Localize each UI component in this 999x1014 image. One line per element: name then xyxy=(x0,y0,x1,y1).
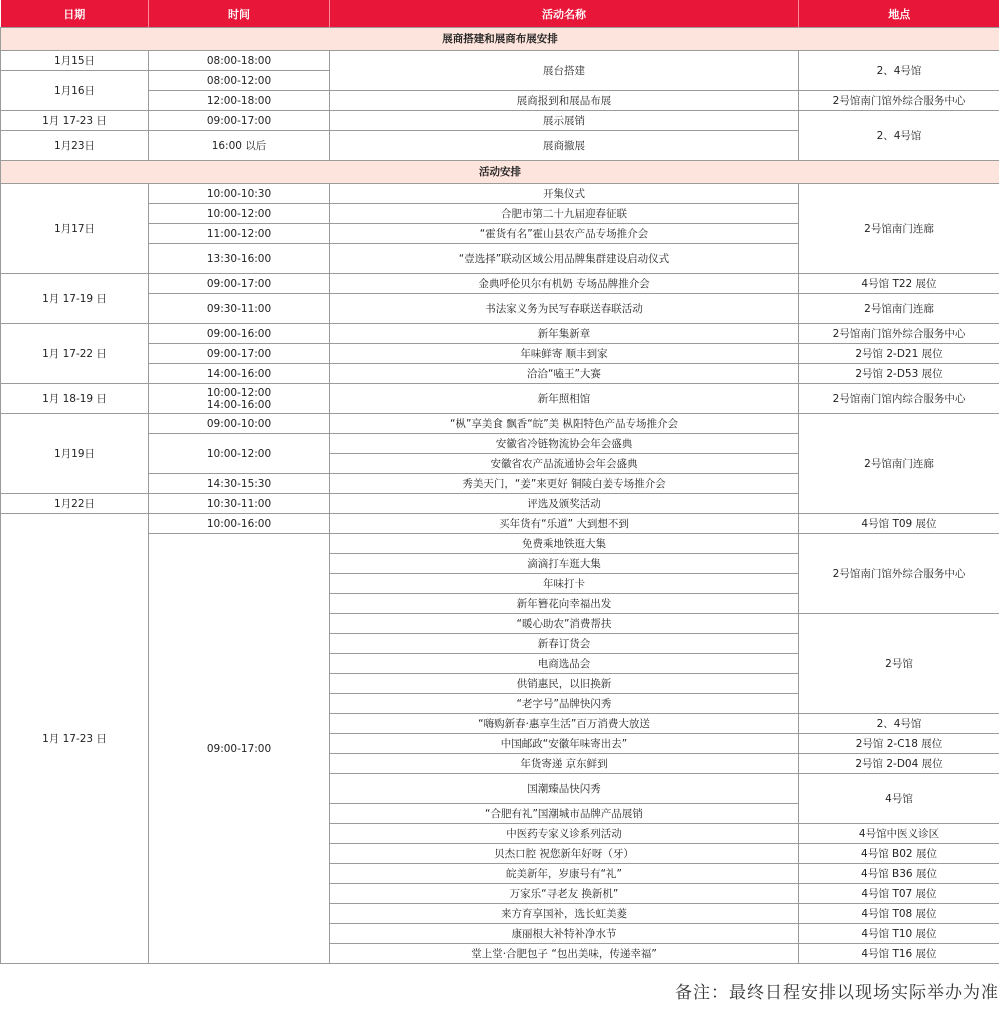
table-cell: 4号馆 B36 展位 xyxy=(799,864,999,884)
table-cell: 2号馆 2-C18 展位 xyxy=(799,734,999,754)
table-cell: 08:00-12:00 xyxy=(149,71,330,91)
table-cell: 开集仪式 xyxy=(330,184,799,204)
table-row xyxy=(1,324,999,344)
table-cell: 免费乘地铁逛大集 xyxy=(330,534,799,554)
table-cell: 4号馆 T10 展位 xyxy=(799,924,999,944)
table-cell: 1月 17-23 日 xyxy=(1,111,149,131)
table-cell: 08:00-18:00 xyxy=(149,51,330,71)
table-cell: 安徽省冷链物流协会年会盛典 xyxy=(330,434,799,454)
table-cell: 中医药专家义诊系列活动 xyxy=(330,824,799,844)
section-row xyxy=(1,161,999,184)
table-cell: 新年簪花向幸福出发 xyxy=(330,594,799,614)
table-cell: 评选及颁奖活动 xyxy=(330,494,799,514)
table-cell: 中国邮政“安徽年味寄出去” xyxy=(330,734,799,754)
table-cell: 1月 17-23 日 xyxy=(1,514,149,964)
table-cell: 秀美天门，“姜”来更好 铜陵白姜专场推介会 xyxy=(330,474,799,494)
table-cell: 书法家义务为民写春联送春联活动 xyxy=(330,294,799,324)
table-cell: 展台搭建 xyxy=(330,51,799,91)
table-row xyxy=(1,51,999,71)
table-cell: 新年照相馆 xyxy=(330,384,799,414)
header-activity: 活动名称 xyxy=(330,0,799,28)
section-title: 展商搭建和展商布展安排 xyxy=(1,28,999,51)
table-cell: 2号馆南门馆外综合服务中心 xyxy=(799,534,999,614)
table-cell: 年味打卡 xyxy=(330,574,799,594)
table-cell: 堂上堂·合肥包子 “包出美味，传递幸福” xyxy=(330,944,799,964)
table-cell: 09:00-17:00 xyxy=(149,111,330,131)
table-row xyxy=(1,294,999,324)
table-cell: 14:30-15:30 xyxy=(149,474,330,494)
table-cell: “壹选择”联动区域公用品牌集群建设启动仪式 xyxy=(330,244,799,274)
table-cell: 09:00-17:00 xyxy=(149,534,330,964)
table-cell: 12:00-18:00 xyxy=(149,91,330,111)
table-cell: 贝杰口腔 祝您新年好呀（牙） xyxy=(330,844,799,864)
table-cell: 13:30-16:00 xyxy=(149,244,330,274)
table-cell: 10:00-12:00 xyxy=(149,204,330,224)
footnote: 备注：最终日程安排以现场实际举办为准 xyxy=(675,983,999,1003)
schedule-body xyxy=(1,28,999,964)
table-cell: 1月 18-19 日 xyxy=(1,384,149,414)
table-cell: 2、4号馆 xyxy=(799,51,999,91)
table-cell: 展商撤展 xyxy=(330,131,799,161)
table-cell: 10:00-12:00 14:00-16:00 xyxy=(149,384,330,414)
table-cell: 09:00-16:00 xyxy=(149,324,330,344)
table-cell: 康丽根大补特补净水节 xyxy=(330,924,799,944)
table-cell: 展商报到和展品布展 xyxy=(330,91,799,111)
table-cell: 14:00-16:00 xyxy=(149,364,330,384)
table-cell: 皖美新年，岁康号有“礼” xyxy=(330,864,799,884)
table-cell: 国潮臻品快闪秀 xyxy=(330,774,799,804)
table-row xyxy=(1,111,999,131)
table-cell: 2号馆南门馆外综合服务中心 xyxy=(799,324,999,344)
table-cell: 2号馆 2-D53 展位 xyxy=(799,364,999,384)
table-cell: “霍货有名”霍山县农产品专场推介会 xyxy=(330,224,799,244)
table-cell: 年味鲜寄 顺丰到家 xyxy=(330,344,799,364)
header-date: 日期 xyxy=(1,0,149,28)
section-title: 活动安排 xyxy=(1,161,999,184)
table-cell: “暖心助农”消费帮扶 xyxy=(330,614,799,634)
table-cell: “嗨购新春·惠享生活”百万消费大放送 xyxy=(330,714,799,734)
table-cell: 合肥市第二十九届迎春征联 xyxy=(330,204,799,224)
table-cell: “合肥有礼”国潮城市品牌产品展销 xyxy=(330,804,799,824)
table-cell: 新年集新章 xyxy=(330,324,799,344)
table-cell: 10:00-16:00 xyxy=(149,514,330,534)
table-cell: 金典呼伦贝尔有机奶 专场品牌推介会 xyxy=(330,274,799,294)
header-row xyxy=(1,0,999,28)
table-row xyxy=(1,184,999,204)
table-cell: 4号馆 T07 展位 xyxy=(799,884,999,904)
table-cell: 2号馆南门连廊 xyxy=(799,294,999,324)
table-cell: “老字号”品牌快闪秀 xyxy=(330,694,799,714)
table-cell: 2、4号馆 xyxy=(799,111,999,161)
table-cell: 11:00-12:00 xyxy=(149,224,330,244)
table-cell: 2号馆南门馆内综合服务中心 xyxy=(799,384,999,414)
table-cell: 4号馆 xyxy=(799,774,999,824)
section-row xyxy=(1,28,999,51)
table-cell: 4号馆 T22 展位 xyxy=(799,274,999,294)
table-cell: 2、4号馆 xyxy=(799,714,999,734)
table-cell: 4号馆 T08 展位 xyxy=(799,904,999,924)
table-cell: 09:00-17:00 xyxy=(149,274,330,294)
table-cell: 2号馆南门连廊 xyxy=(799,414,999,514)
table-cell: 4号馆 B02 展位 xyxy=(799,844,999,864)
table-row xyxy=(1,534,999,554)
table-cell: 1月 17-19 日 xyxy=(1,274,149,324)
table-row xyxy=(1,344,999,364)
table-row xyxy=(1,91,999,111)
header-location: 地点 xyxy=(799,0,999,28)
table-cell: 2号馆 2-D21 展位 xyxy=(799,344,999,364)
table-cell: 2号馆 xyxy=(799,614,999,714)
table-cell: “枞”享美食 飘香“皖”美 枞阳特色产品专场推介会 xyxy=(330,414,799,434)
table-cell: 09:00-10:00 xyxy=(149,414,330,434)
table-cell: 4号馆 T09 展位 xyxy=(799,514,999,534)
table-cell: 展示展销 xyxy=(330,111,799,131)
table-cell: 年货寄递 京东鲜到 xyxy=(330,754,799,774)
table-cell: 1月22日 xyxy=(1,494,149,514)
table-cell: 供销惠民，以旧换新 xyxy=(330,674,799,694)
table-row xyxy=(1,514,999,534)
table-row xyxy=(1,274,999,294)
table-cell: 10:00-10:30 xyxy=(149,184,330,204)
table-cell: 2号馆南门馆外综合服务中心 xyxy=(799,91,999,111)
table-cell: 1月23日 xyxy=(1,131,149,161)
table-cell: 安徽省农产品流通协会年会盛典 xyxy=(330,454,799,474)
table-cell: 1月16日 xyxy=(1,71,149,111)
table-cell: 新春订货会 xyxy=(330,634,799,654)
table-row xyxy=(1,414,999,434)
table-cell: 洽洽“嗑王”大赛 xyxy=(330,364,799,384)
table-cell: 1月17日 xyxy=(1,184,149,274)
table-cell: 2号馆 2-D04 展位 xyxy=(799,754,999,774)
table-cell: 09:00-17:00 xyxy=(149,344,330,364)
table-cell: 买年货有“乐道” 大到想不到 xyxy=(330,514,799,534)
table-cell: 电商选品会 xyxy=(330,654,799,674)
table-cell: 万家乐“寻老友 换新机” xyxy=(330,884,799,904)
table-row xyxy=(1,384,999,414)
table-cell: 来方育享国补，选长虹美菱 xyxy=(330,904,799,924)
table-cell: 4号馆中医义诊区 xyxy=(799,824,999,844)
table-cell: 1月19日 xyxy=(1,414,149,494)
table-row xyxy=(1,364,999,384)
table-cell: 10:30-11:00 xyxy=(149,494,330,514)
header-time: 时间 xyxy=(149,0,330,28)
table-cell: 10:00-12:00 xyxy=(149,434,330,474)
table-cell: 16:00 以后 xyxy=(149,131,330,161)
table-cell: 1月15日 xyxy=(1,51,149,71)
table-cell: 2号馆南门连廊 xyxy=(799,184,999,274)
table-cell: 4号馆 T16 展位 xyxy=(799,944,999,964)
table-cell: 1月 17-22 日 xyxy=(1,324,149,384)
table-cell: 滴滴打车逛大集 xyxy=(330,554,799,574)
table-cell: 09:30-11:00 xyxy=(149,294,330,324)
